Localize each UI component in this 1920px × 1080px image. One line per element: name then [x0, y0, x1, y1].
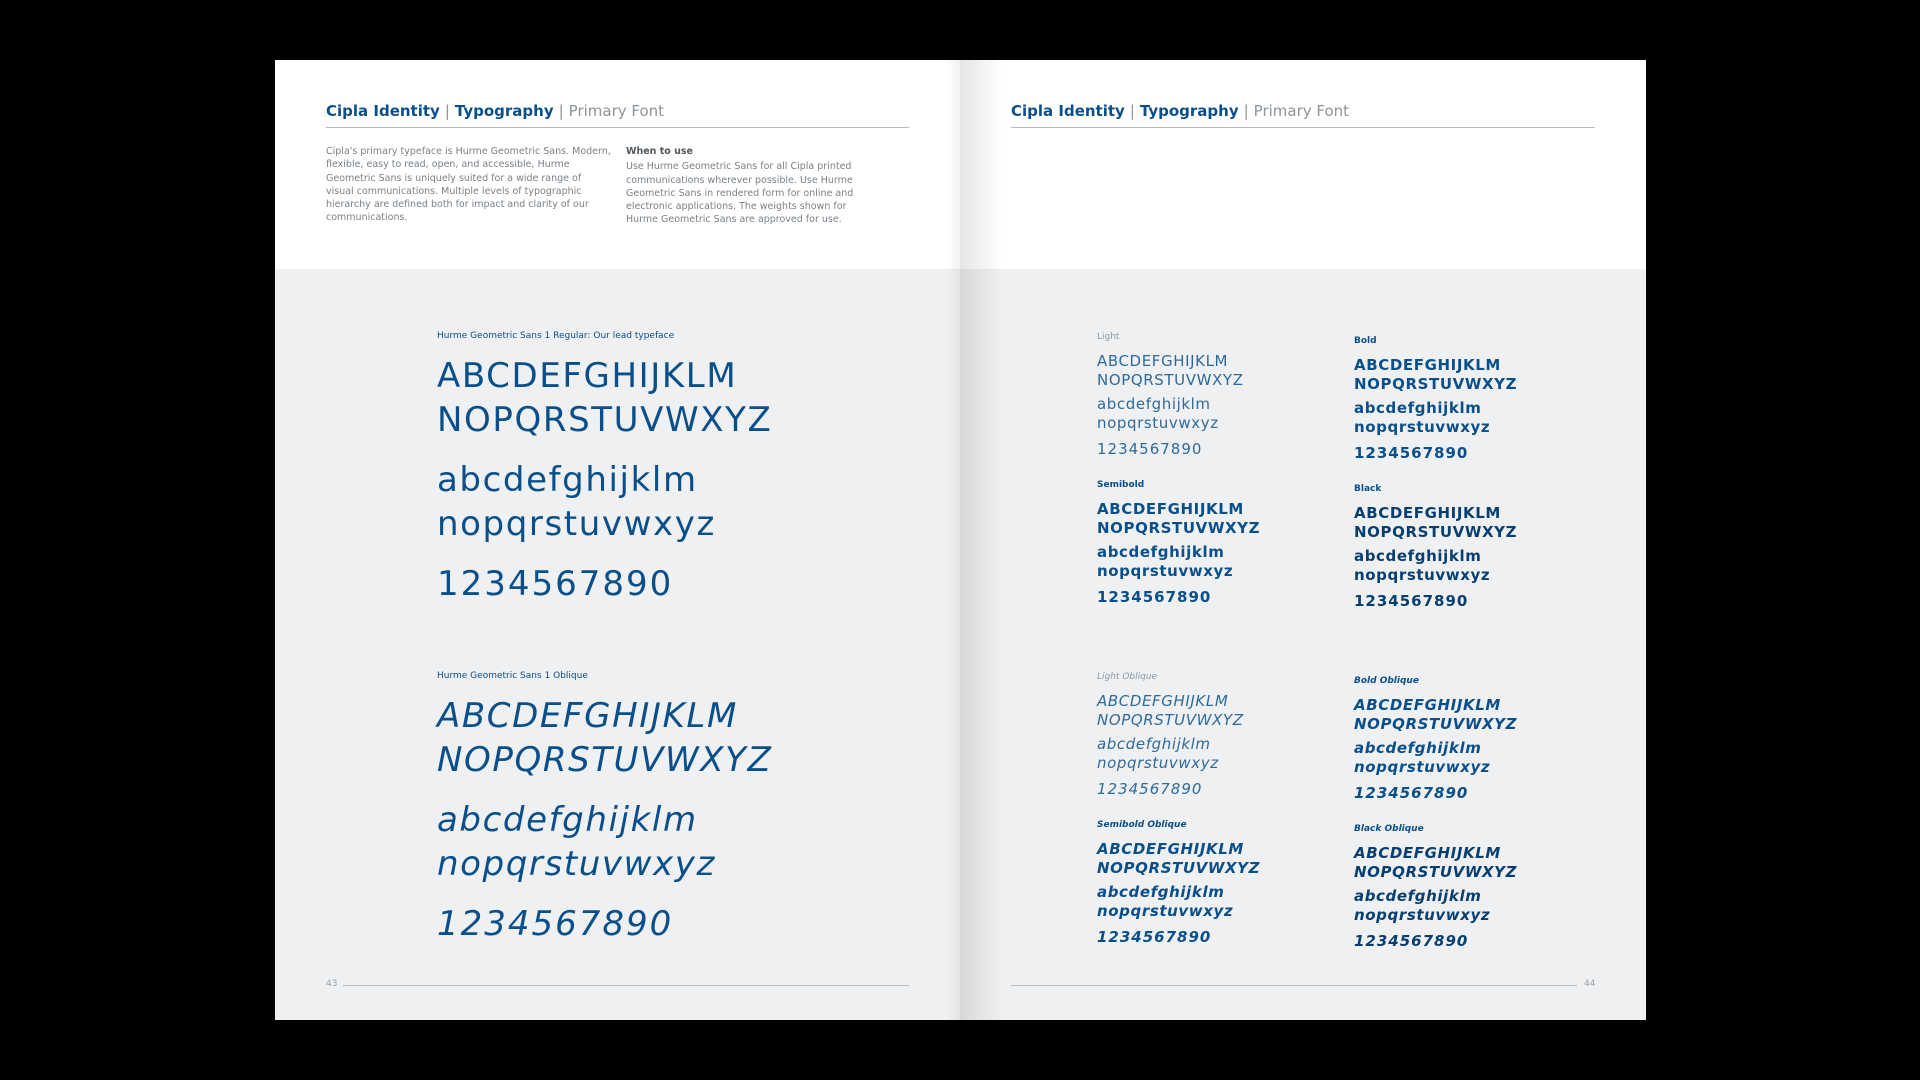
page-number-right: 44: [1584, 979, 1596, 989]
right-page-header: [1011, 102, 1595, 128]
semibold-oblique-caps-2: NOPQRSTUVWXYZ: [1097, 859, 1261, 877]
weight-label-bold: Bold: [1354, 336, 1377, 346]
left-page-header: [326, 102, 909, 128]
semibold-caps-2: NOPQRSTUVWXYZ: [1097, 519, 1261, 537]
bold-oblique-lower-1: abcdefghijklm: [1354, 739, 1482, 757]
header-section: Typography: [1139, 102, 1239, 120]
oblique-lower-line-2: nopqrstuvwxyz: [437, 844, 716, 884]
bold-digits: 1234567890: [1354, 444, 1469, 462]
light-digits: 1234567890: [1097, 440, 1203, 458]
black-digits: 1234567890: [1354, 592, 1469, 610]
bold-oblique-digits: 1234567890: [1354, 784, 1469, 802]
regular-specimen-label: Hurme Geometric Sans 1 Regular: Our lead typeface: [437, 331, 675, 341]
light-oblique-caps-2: NOPQRSTUVWXYZ: [1097, 711, 1244, 729]
regular-digits: 1234567890: [437, 564, 674, 604]
header-separator: |: [444, 102, 450, 120]
semibold-oblique-caps-1: ABCDEFGHIJKLM: [1097, 840, 1244, 858]
header-separator: |: [1243, 102, 1249, 120]
bold-caps-1: ABCDEFGHIJKLM: [1354, 356, 1501, 374]
header-subsection: Primary Font: [1253, 102, 1350, 120]
weight-label-light: Light: [1097, 332, 1120, 342]
black-oblique-caps-2: NOPQRSTUVWXYZ: [1354, 863, 1518, 881]
bold-caps-2: NOPQRSTUVWXYZ: [1354, 375, 1518, 393]
bold-lower-1: abcdefghijklm: [1354, 399, 1482, 417]
black-lower-2: nopqrstuvwxyz: [1354, 566, 1491, 584]
black-lower-1: abcdefghijklm: [1354, 547, 1482, 565]
right-page-top-panel: [960, 60, 1646, 269]
header-brand: Cipla Identity: [326, 102, 440, 120]
brochure-spread: [275, 60, 1646, 1020]
left-page: [275, 60, 960, 1020]
black-oblique-caps-1: ABCDEFGHIJKLM: [1354, 844, 1501, 862]
weight-label-bold-oblique: Bold Oblique: [1354, 676, 1419, 686]
oblique-lower-line-1: abcdefghijklm: [437, 800, 698, 840]
light-oblique-lower-1: abcdefghijklm: [1097, 735, 1211, 753]
regular-caps-line-2: NOPQRSTUVWXYZ: [437, 400, 773, 440]
header-separator: |: [558, 102, 564, 120]
weight-label-semibold: Semibold: [1097, 480, 1145, 490]
header-subsection: Primary Font: [568, 102, 665, 120]
black-oblique-lower-2: nopqrstuvwxyz: [1354, 906, 1491, 924]
semibold-oblique-lower-1: abcdefghijklm: [1097, 883, 1225, 901]
weight-label-black: Black: [1354, 484, 1382, 494]
weight-label-light-oblique: Light Oblique: [1097, 672, 1158, 682]
when-to-use-text: Use Hurme Geometric Sans for all Cipla printed communications wherever possible. Use Hurme Geometric Sans in rendered form for online and electronic applications. The weights shown for Hurme Geometric Sans are approved for use.: [626, 161, 854, 226]
right-page: [960, 60, 1646, 1020]
weight-specimen-bold-oblique: [1354, 696, 1517, 803]
weight-specimen-semibold-oblique: [1097, 840, 1260, 947]
semibold-lower-2: nopqrstuvwxyz: [1097, 562, 1234, 580]
light-caps-1: ABCDEFGHIJKLM: [1097, 352, 1229, 370]
oblique-caps-line-2: NOPQRSTUVWXYZ: [437, 740, 773, 780]
intro-paragraph: Cipla's primary typeface is Hurme Geometric Sans. Modern, flexible, easy to read, open, and accessible, Hurme Geometric Sans is uniquely suited for a wide range of visual communications. Multiple levels of typographic hierarchy are defined both for impact and clarity of our communications.: [326, 146, 611, 224]
when-to-use-title: When to use: [626, 146, 693, 157]
weight-specimen-black: [1354, 504, 1517, 611]
oblique-specimen-label: Hurme Geometric Sans 1 Oblique: [437, 671, 588, 681]
bold-oblique-caps-1: ABCDEFGHIJKLM: [1354, 696, 1501, 714]
regular-lower-line-1: abcdefghijklm: [437, 460, 698, 500]
semibold-digits: 1234567890: [1097, 588, 1212, 606]
bold-oblique-lower-2: nopqrstuvwxyz: [1354, 758, 1491, 776]
semibold-lower-1: abcdefghijklm: [1097, 543, 1225, 561]
semibold-oblique-digits: 1234567890: [1097, 928, 1212, 946]
page-number-left: 43: [326, 979, 338, 989]
regular-caps-line-1: ABCDEFGHIJKLM: [437, 356, 738, 396]
oblique-digits: 1234567890: [437, 904, 674, 944]
semibold-oblique-lower-2: nopqrstuvwxyz: [1097, 902, 1234, 920]
weight-specimen-light: [1097, 352, 1244, 459]
when-to-use-block: [626, 145, 876, 227]
header-brand: Cipla Identity: [1011, 102, 1125, 120]
black-oblique-lower-1: abcdefghijklm: [1354, 887, 1482, 905]
weight-label-black-oblique: Black Oblique: [1354, 824, 1424, 834]
semibold-caps-1: ABCDEFGHIJKLM: [1097, 500, 1244, 518]
black-caps-1: ABCDEFGHIJKLM: [1354, 504, 1501, 522]
light-caps-2: NOPQRSTUVWXYZ: [1097, 371, 1244, 389]
weight-specimen-bold: [1354, 356, 1517, 463]
header-separator: |: [1129, 102, 1135, 120]
light-oblique-digits: 1234567890: [1097, 780, 1203, 798]
weight-label-semibold-oblique: Semibold Oblique: [1097, 820, 1187, 830]
oblique-caps-line-1: ABCDEFGHIJKLM: [437, 696, 738, 736]
bold-lower-2: nopqrstuvwxyz: [1354, 418, 1491, 436]
light-lower-1: abcdefghijklm: [1097, 395, 1211, 413]
light-oblique-caps-1: ABCDEFGHIJKLM: [1097, 692, 1229, 710]
black-oblique-digits: 1234567890: [1354, 932, 1469, 950]
bold-oblique-caps-2: NOPQRSTUVWXYZ: [1354, 715, 1518, 733]
weight-specimen-light-oblique: [1097, 692, 1244, 799]
regular-lower-line-2: nopqrstuvwxyz: [437, 504, 716, 544]
light-lower-2: nopqrstuvwxyz: [1097, 414, 1219, 432]
left-footer-rule: [343, 985, 909, 986]
black-caps-2: NOPQRSTUVWXYZ: [1354, 523, 1518, 541]
weight-specimen-semibold: [1097, 500, 1260, 607]
right-footer-rule: [1011, 985, 1577, 986]
header-section: Typography: [454, 102, 554, 120]
light-oblique-lower-2: nopqrstuvwxyz: [1097, 754, 1219, 772]
weight-specimen-black-oblique: [1354, 844, 1517, 951]
